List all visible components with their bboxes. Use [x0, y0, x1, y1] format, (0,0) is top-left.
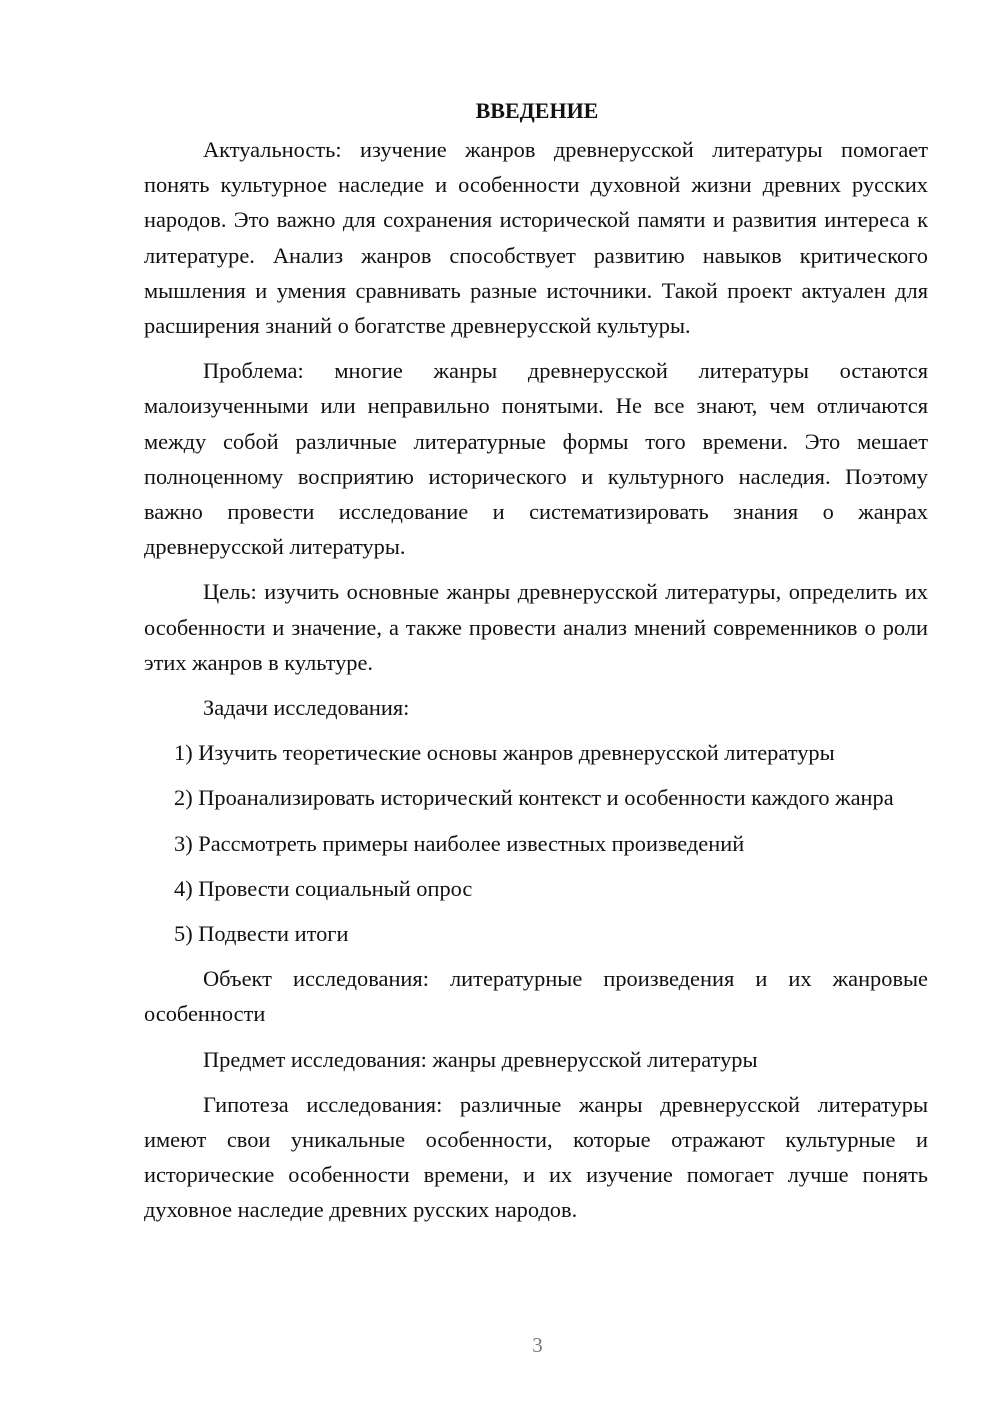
relevance-paragraph: Актуальность: изучение жанров древнерусской литературы помогает понять культурное наследие и особенности духовной жизни древних русских народов. Это важно для сохранения исторической памяти и развития интереса к литературе. Анализ жанров способствует развитию навыков критического мышления и умения сравнивать разные источники. Такой проект актуален для расширения знаний о богатстве древнерусской культуры.	[144, 137, 928, 339]
task-item-5: 5) Подвести итоги	[174, 921, 349, 947]
page-title: ВВЕДЕНИЕ	[475, 98, 599, 123]
task-item-1: 1) Изучить теоретические основы жанров древнерусской литературы	[174, 740, 835, 766]
hypothesis-paragraph: Гипотеза исследования: различные жанры древнерусской литературы имеют свои уникальные особенности, которые отражают культурные и исторические особенности времени, и их изучение помогает лучше понять духовное наследие древних русских народов.	[144, 1091, 928, 1223]
object-paragraph: Объект исследования: литературные произведения и их жанровые особенности	[144, 966, 928, 1027]
tasks-heading: Задачи исследования:	[203, 695, 410, 721]
page-number: 3	[532, 1333, 543, 1357]
goal-paragraph: Цель: изучить основные жанры древнерусской литературы, определить их особенности и значение, а также провести анализ мнений современников о роли этих жанров в культуре.	[144, 579, 928, 675]
page-content	[144, 93, 928, 1237]
subject-paragraph: Предмет исследования: жанры древнерусской литературы	[203, 1046, 758, 1072]
problem-paragraph: Проблема: многие жанры древнерусской литературы остаются малоизученными или неправильно понятыми. Не все знают, чем отличаются между собой различные литературные формы того времени. Это мешает полноценному восприятию исторического и культурного наследия. Поэтому важно провести исследование и систематизировать знания о жанрах древнерусской литературы.	[144, 358, 928, 560]
task-item-2: 2) Проанализировать исторический контекст и особенности каждого жанра	[174, 785, 894, 811]
task-item-3: 3) Рассмотреть примеры наиболее известных произведений	[174, 830, 745, 856]
task-item-4: 4) Провести социальный опрос	[174, 875, 473, 901]
